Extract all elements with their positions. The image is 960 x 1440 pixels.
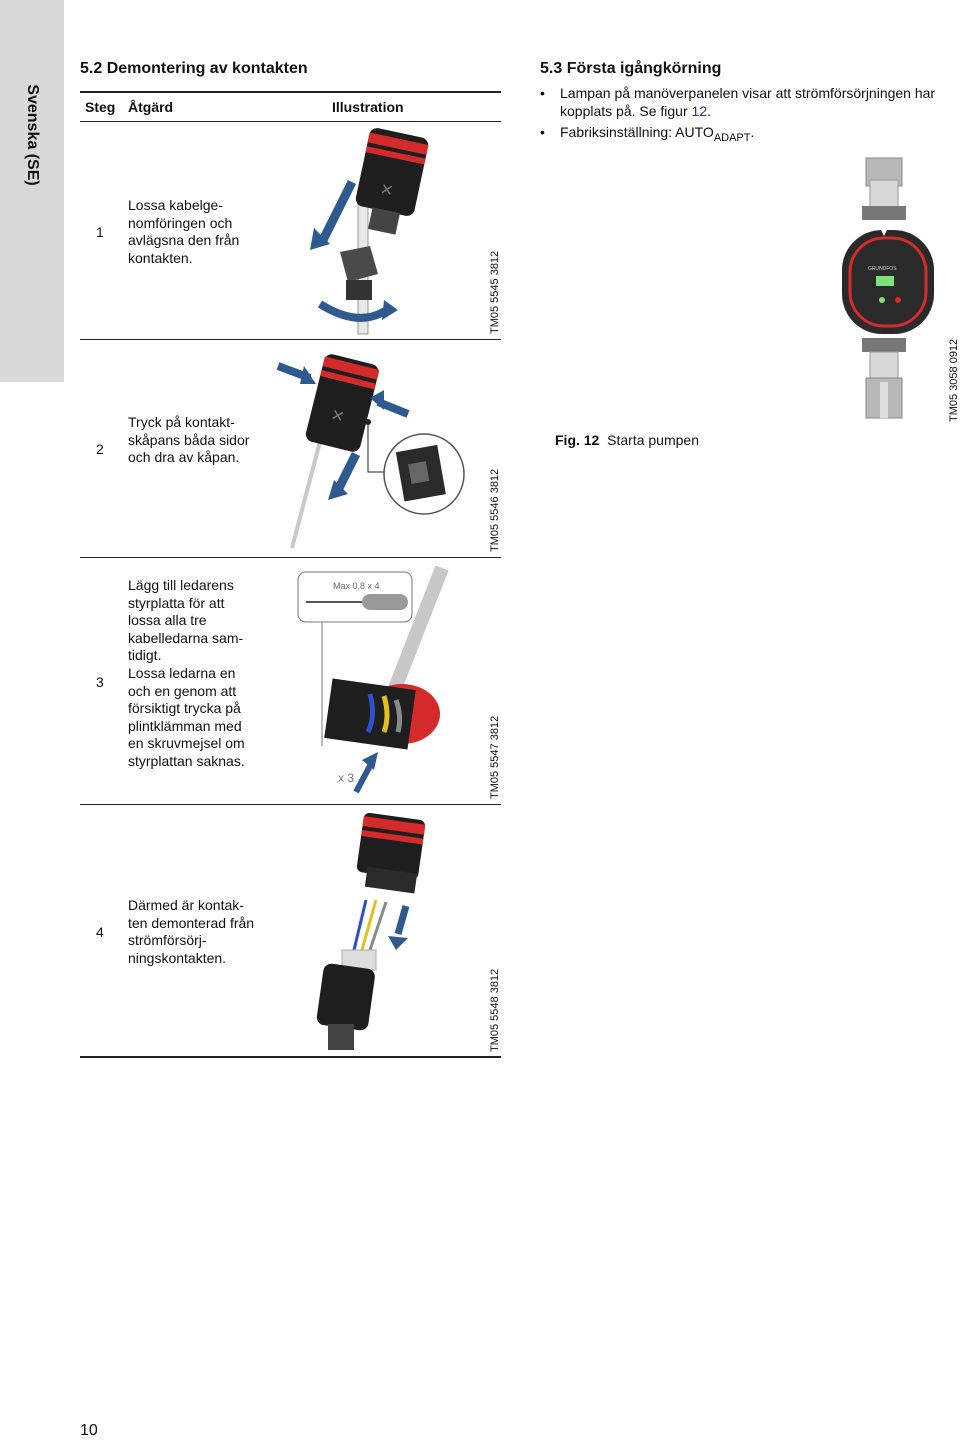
figure-label: Fig. 12 bbox=[555, 432, 600, 448]
startup-bullet-list bbox=[540, 84, 955, 150]
section-title-5-2: 5.2 Demontering av kontakten bbox=[80, 60, 308, 77]
step-number: 4 bbox=[96, 924, 104, 940]
count-label: x 3 bbox=[338, 771, 355, 785]
illustration-wire-release bbox=[292, 566, 452, 800]
column-header-illustration: Illustration bbox=[332, 99, 404, 115]
tool-size-label: Max 0,8 x 4 bbox=[333, 581, 380, 591]
bullet-factory-setting bbox=[540, 123, 955, 147]
table-header-rule bbox=[80, 121, 501, 122]
column-header-action: Åtgärd bbox=[128, 99, 174, 115]
step-number: 1 bbox=[96, 224, 104, 240]
step-text: Därmed är kontak- ten demonterad från strömförsörj- ningskontakten. bbox=[128, 897, 255, 966]
step-number: 2 bbox=[96, 441, 104, 457]
row-divider bbox=[80, 557, 501, 558]
bullet-text: Fabriksinställning: AUTO bbox=[560, 124, 714, 140]
auto-adapt-subscript: ADAPT bbox=[713, 131, 751, 144]
image-reference-code: TM05 5545 3812 bbox=[489, 250, 501, 334]
image-reference-code: TM05 5548 3812 bbox=[489, 968, 501, 1052]
language-tab bbox=[0, 0, 64, 382]
column-header-step: Steg bbox=[85, 99, 116, 115]
svg-text:✕: ✕ bbox=[378, 181, 396, 201]
illustration-disconnected-connector bbox=[302, 810, 432, 1050]
image-reference-code: TM05 3058 0912 bbox=[948, 338, 960, 422]
figure-caption-text: Starta pumpen bbox=[607, 432, 699, 448]
figure-link[interactable]: 12 bbox=[691, 103, 708, 119]
language-tab-label: Svenska (SE) bbox=[24, 84, 41, 186]
bullet-text: Lampan på manöverpanelen visar att strömförsörjningen har kopplats på. Se figur bbox=[560, 85, 936, 119]
row-divider bbox=[80, 339, 501, 340]
bullet-text-end: . bbox=[707, 103, 711, 119]
table-bottom-rule bbox=[80, 1056, 501, 1058]
row-divider bbox=[80, 804, 501, 805]
pump-brand-label: GRUNDFOS bbox=[868, 266, 897, 272]
page-number: 10 bbox=[80, 1422, 98, 1439]
pump-figure bbox=[836, 156, 940, 422]
image-reference-code: TM05 5547 3812 bbox=[489, 715, 501, 799]
section-title-5-3: 5.3 Första igångkörning bbox=[540, 60, 722, 77]
figure-caption bbox=[555, 432, 699, 448]
table-top-rule bbox=[80, 91, 501, 93]
step-text: Tryck på kontakt- skåpans båda sidor och dra av kåpan. bbox=[128, 414, 250, 466]
illustration-cover-removal bbox=[272, 344, 472, 550]
bullet-power-indicator bbox=[540, 84, 955, 120]
illustration-cable-gland-removal bbox=[300, 124, 440, 338]
step-text: Lossa kabelge- nomföringen och avlägsna den från kontakten. bbox=[128, 197, 240, 266]
bullet-text-end: . bbox=[750, 124, 755, 140]
step-text: Lägg till ledarens styrplatta för att lossa alla tre kabelledarna sam- tidigt. Lossa ledarna en och en genom att försiktigt trycka på plintklämman med en skruvmejsel om styrplattan saknas. bbox=[128, 577, 245, 769]
svg-text:✕: ✕ bbox=[328, 406, 347, 427]
step-number: 3 bbox=[96, 674, 104, 690]
image-reference-code: TM05 5546 3812 bbox=[489, 468, 501, 552]
